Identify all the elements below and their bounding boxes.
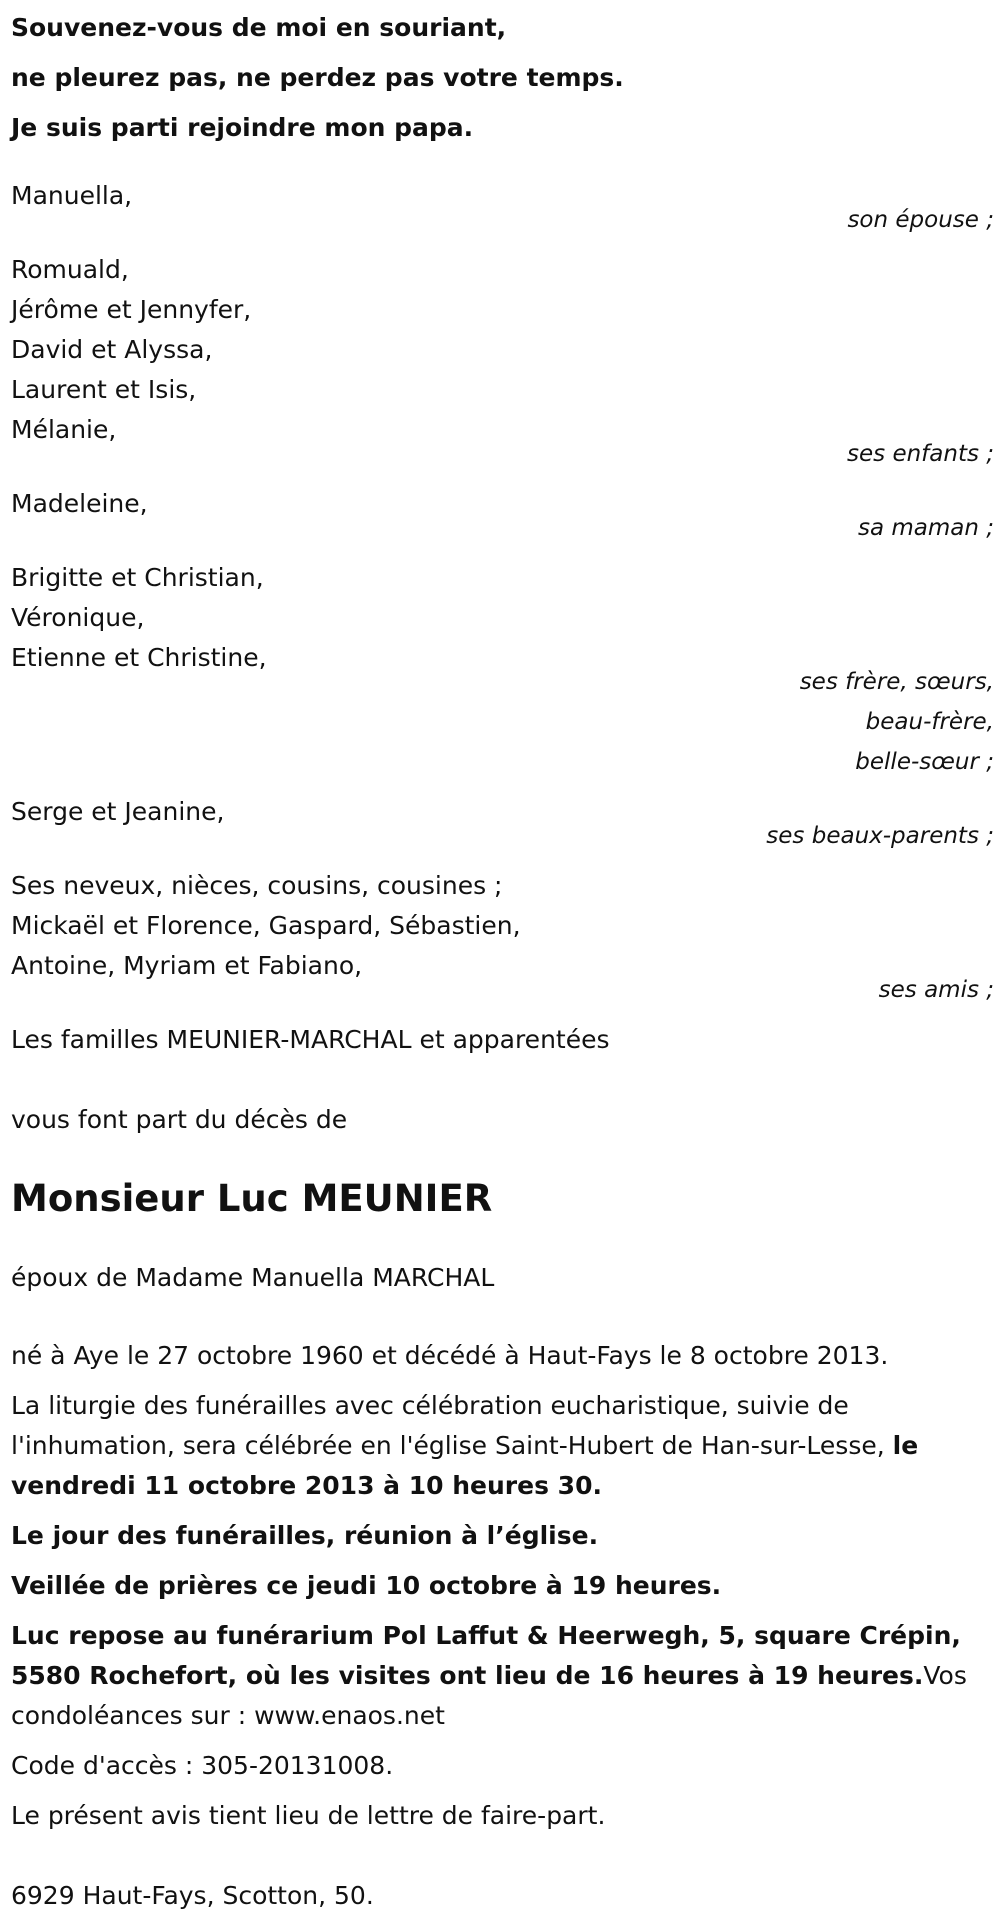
spouse-line: époux de Madame Manuella MARCHAL [11, 1263, 495, 1292]
vigil-line: Veillée de prières ce jeudi 10 octobre à 19 heures. [11, 1571, 722, 1600]
funeral-paragraph [11, 1386, 994, 1506]
family-relation: beau-frère, [865, 709, 994, 735]
family-name: Brigitte et Christian, [11, 563, 264, 592]
funeral-text: La liturgie des funérailles avec célébration eucharistique, suivie de l'inhumation, sera célébrée en l'église Saint-Hubert de Han-sur-Lesse, [11, 1391, 893, 1460]
poem-line: Souvenez-vous de moi en souriant, [11, 13, 507, 42]
family-name: Ses neveux, nièces, cousins, cousines ; [11, 871, 503, 900]
notice-line: Le présent avis tient lieu de lettre de faire-part. [11, 1801, 606, 1830]
family-relation: ses amis ; [878, 977, 994, 1003]
deceased-name: Monsieur Luc MEUNIER [11, 1177, 493, 1220]
family-name: Véronique, [11, 603, 145, 632]
family-name: Mélanie, [11, 415, 117, 444]
poem [11, 3, 994, 153]
families-line: Les familles MEUNIER-MARCHAL et apparentées [11, 1025, 610, 1054]
condolences-text: Vos condoléances sur : www.enaos.net [11, 1661, 967, 1730]
family-name: David et Alyssa, [11, 335, 213, 364]
family-name: Mickaël et Florence, Gaspard, Sébastien, [11, 911, 521, 940]
family-relation: ses beaux-parents ; [766, 823, 994, 849]
repose-text: Luc repose au funérarium Pol Laffut & Heerwegh, 5, square Crépin, 5580 Rochefort, où les visites ont lieu de 16 heures à 19 heures. [11, 1621, 961, 1690]
announce-line: vous font part du décès de [11, 1105, 348, 1134]
poem-line: Je suis parti rejoindre mon papa. [11, 113, 474, 142]
poem-line: ne pleurez pas, ne perdez pas votre temps. [11, 63, 624, 92]
family-group-siblings [11, 558, 994, 782]
family-group-children [11, 250, 994, 474]
family-group-friends [11, 866, 994, 1010]
meeting-line: Le jour des funérailles, réunion à l’église. [11, 1521, 599, 1550]
family-relation: ses enfants ; [847, 441, 994, 467]
access-code-line: Code d'accès : 305-20131008. [11, 1751, 394, 1780]
address-line: 6929 Haut-Fays, Scotton, 50. [11, 1881, 374, 1910]
family-name: Romuald, [11, 255, 129, 284]
family-name: Manuella, [11, 181, 133, 210]
family-group-mother [11, 484, 994, 548]
repose-paragraph [11, 1616, 994, 1736]
family-relation: son épouse ; [847, 207, 994, 233]
family-relation: sa maman ; [857, 515, 994, 541]
family-group-spouse [11, 176, 994, 240]
family-name: Laurent et Isis, [11, 375, 197, 404]
family-relation: ses frère, sœurs, [799, 669, 994, 695]
birth-death-line: né à Aye le 27 octobre 1960 et décédé à Haut-Fays le 8 octobre 2013. [11, 1341, 889, 1370]
family-group-parents-in-law [11, 792, 994, 856]
family-name: Madeleine, [11, 489, 148, 518]
family-name: Antoine, Myriam et Fabiano, [11, 951, 363, 980]
obituary-content [11, 0, 994, 1916]
family-name: Jérôme et Jennyfer, [11, 295, 252, 324]
family-name: Etienne et Christine, [11, 643, 267, 672]
funeral-date: le vendredi 11 octobre 2013 à 10 heures 30. [11, 1431, 919, 1500]
family-relation: belle-sœur ; [855, 749, 994, 775]
family-name: Serge et Jeanine, [11, 797, 225, 826]
